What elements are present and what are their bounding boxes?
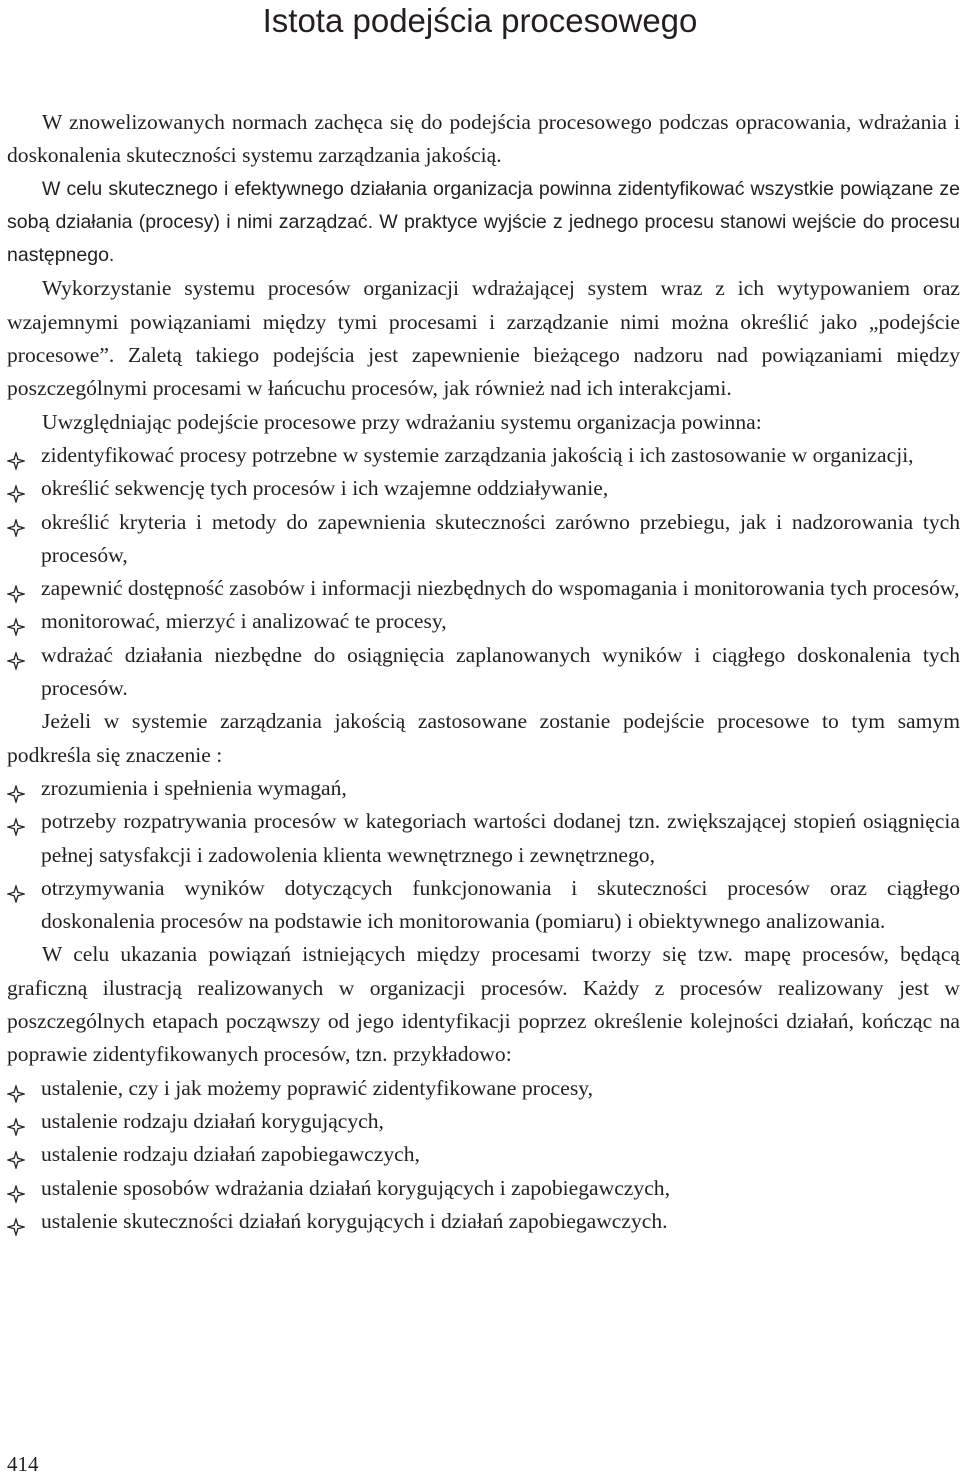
list-item: [7, 1105, 960, 1138]
list-item: [7, 772, 960, 805]
list-item: [7, 572, 960, 605]
list-item: [7, 1072, 960, 1105]
list-item-text: monitorować, mierzyć i analizować te procesy,: [41, 609, 447, 634]
list-item-text: ustalenie sposobów wdrażania działań korygujących i zapobiegawczych,: [41, 1175, 670, 1200]
four-pointed-star-outline-icon: [7, 813, 25, 831]
four-pointed-star-outline-icon: [7, 880, 25, 898]
four-pointed-star-outline-icon: [7, 580, 25, 598]
four-pointed-star-outline-icon: [7, 1113, 25, 1131]
four-pointed-star-outline-icon: [7, 647, 25, 665]
list-item-text: ustalenie skuteczności działań korygujących i działań zapobiegawczych.: [41, 1208, 668, 1233]
four-pointed-star-outline-icon: [7, 1213, 25, 1231]
paragraph-organization-should: Uwzględniając podejście procesowe przy wdrażaniu systemu organizacja powinna:: [42, 409, 762, 434]
paragraph-process-approach: Wykorzystanie systemu procesów organizacji wdrażającej system wraz z ich wytypowaniem oraz wzajemnymi powiązaniami między tymi procesami i zarządzanie nimi można określić jako „podejście procesowe”. Zaletą takiego podejścia jest zapewnienie bieżącego nadzoru nad powiązaniami między poszczególnymi procesami w łańcuchu procesów, jak również nad ich interakcjami.: [7, 276, 960, 401]
list-item-text: ustalenie, czy i jak możemy poprawić zidentyfikowane procesy,: [41, 1075, 594, 1100]
four-pointed-star-outline-icon: [7, 514, 25, 532]
list-item: [7, 506, 960, 573]
bullet-list-emphasis: [7, 772, 960, 938]
list-item-text: wdrażać działania niezbędne do osiągnięcia zaplanowanych wyników i ciągłego doskonalenia tych procesów.: [41, 642, 960, 701]
list-item-text: otrzymywania wyników dotyczących funkcjonowania i skuteczności procesów oraz ciągłego doskonalenia procesów na podstawie ich monitorowania (pomiaru) i obiektywnego analizowania.: [41, 875, 960, 934]
list-item-text: zidentyfikować procesy potrzebne w systemie zarządzania jakością i ich zastosowanie w organizacji,: [41, 442, 914, 467]
page-title: Istota podejścia procesowego: [262, 2, 698, 39]
list-item: [7, 639, 960, 706]
list-item: [7, 439, 960, 472]
four-pointed-star-outline-icon: [7, 1180, 25, 1198]
document-body: [7, 106, 960, 1238]
list-item: [7, 1172, 960, 1205]
list-item: [7, 1138, 960, 1171]
bullet-list-examples: [7, 1072, 960, 1238]
list-item: [7, 472, 960, 505]
bullet-list-organization-duties: [7, 439, 960, 705]
list-item-text: zrozumienia i spełnienia wymagań,: [41, 775, 347, 800]
paragraph-process-map: W celu ukazania powiązań istniejących między procesami tworzy się tzw. mapę procesów, będącą graficzną ilustracją realizowanych w organizacji procesów. Każdy z procesów realizowany jest w poszczególnych etapach począwszy od jego identyfikacji poprzez określenie kolejności działań, kończąc na poprawie zidentyfikowanych procesów, tzn. przykładowo:: [7, 942, 960, 1067]
list-item: [7, 805, 960, 872]
list-item: [7, 1205, 960, 1238]
paragraph-emphasis: Jeżeli w systemie zarządzania jakością zastosowane zostanie podejście procesowe to tym samym podkreśla się znaczenie :: [7, 709, 960, 767]
list-item-text: ustalenie rodzaju działań zapobiegawczych,: [41, 1142, 420, 1167]
list-item-text: potrzeby rozpatrywania procesów w kategoriach wartości dodanej tzn. zwiększającej stopień osiągnięcia pełnej satysfakcji i zadowolenia klienta wewnętrznego i zewnętrznego,: [41, 809, 960, 867]
list-item-text: ustalenie rodzaju działań korygujących,: [41, 1108, 384, 1133]
page-number: 414: [7, 1452, 39, 1476]
paragraph-process-definition: W celu skutecznego i efektywnego działania organizacja powinna zidentyfikować wszystkie powiązane ze sobą działania (procesy) i nimi zarządzać. W praktyce wyjście z jednego procesu stanowi wejście do procesu następnego.: [7, 177, 960, 267]
paragraph-intro: W znowelizowanych normach zachęca się do podejścia procesowego podczas opracowania, wdrażania i doskonalenia skuteczności systemu zarządzania jakością.: [7, 110, 960, 168]
four-pointed-star-outline-icon: [7, 480, 25, 498]
four-pointed-star-outline-icon: [7, 1146, 25, 1164]
list-item-text: określić sekwencję tych procesów i ich wzajemne oddziaływanie,: [41, 476, 609, 501]
four-pointed-star-outline-icon: [7, 1080, 25, 1098]
four-pointed-star-outline-icon: [7, 447, 25, 465]
four-pointed-star-outline-icon: [7, 780, 25, 798]
list-item-text: określić kryteria i metody do zapewnienia skuteczności zarówno przebiegu, jak i nadzorowania tych procesów,: [41, 509, 960, 567]
list-item: [7, 872, 960, 939]
list-item-text: zapewnić dostępność zasobów i informacji niezbędnych do wspomagania i monitorowania tych procesów,: [41, 576, 960, 601]
four-pointed-star-outline-icon: [7, 613, 25, 631]
list-item: [7, 605, 960, 638]
